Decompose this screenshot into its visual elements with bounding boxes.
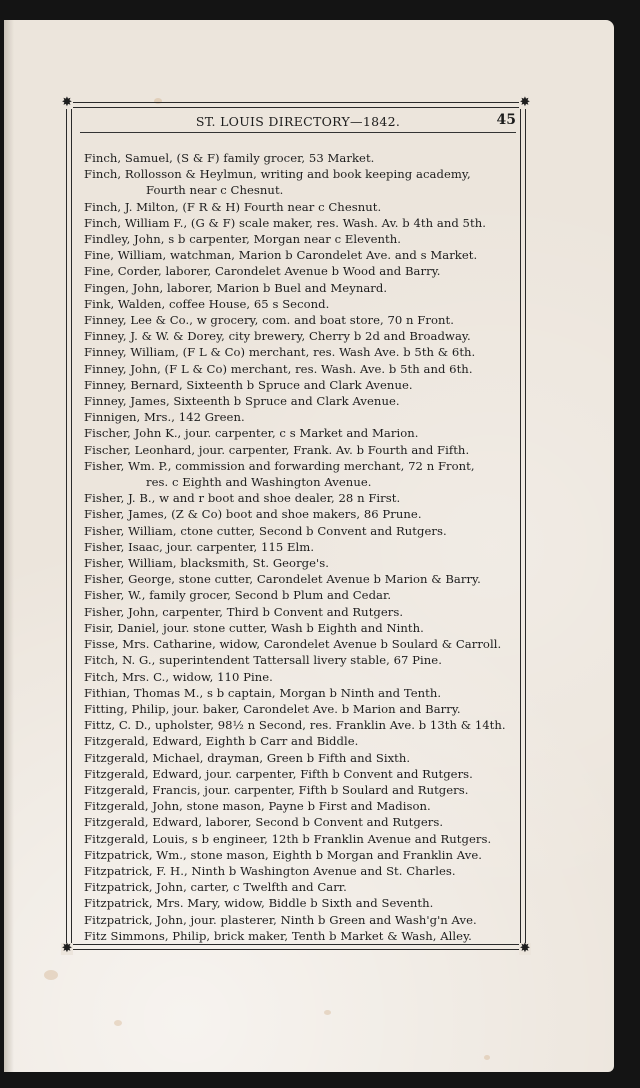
top-double-rule [66,102,526,108]
directory-entry [84,539,512,555]
corner-ornament-icon: ✸ [61,941,73,956]
foxing-stain [114,1020,122,1026]
directory-entry [84,847,512,863]
running-head [80,112,516,133]
corner-ornament-icon: ✸ [519,941,531,956]
directory-entry [84,150,512,166]
entry-text: Fisher, George, stone cutter, Carondelet Avenue b Marion & Barry. [84,572,481,587]
entry-text: Finney, Lee & Co., w grocery, com. and boat store, 70 n Front. [84,313,454,328]
entry-text: Fitzpatrick, John, jour. plasterer, Ninth b Green and Wash'g'n Ave. [84,912,477,927]
directory-entry [84,263,512,279]
directory-entry [84,701,512,717]
directory-entry [84,571,512,587]
directory-entry [84,458,512,490]
left-double-rule [66,102,72,950]
directory-entry [84,490,512,506]
foxing-stain [44,970,58,980]
corner-ornament-icon: ✸ [519,95,531,110]
entry-text: Finch, Rollosson & Heylmun, writing and book keeping academy, [84,167,471,182]
directory-entry [84,393,512,409]
entry-text: Fithian, Thomas M., s b captain, Morgan b Ninth and Tenth. [84,685,442,700]
entry-text: Fitzgerald, John, stone mason, Payne b First and Madison. [84,799,431,814]
entry-text: Finnigen, Mrs., 142 Green. [84,410,245,425]
directory-entry [84,733,512,749]
directory-entry [84,555,512,571]
directory-entry [84,361,512,377]
entry-text: Fischer, Leonhard, jour. carpenter, Frank. Av. b Fourth and Fifth. [84,442,470,457]
directory-entry [84,587,512,603]
entry-text: Finch, William F., (G & F) scale maker, res. Wash. Av. b 4th and 5th. [84,215,486,230]
entry-text: Finney, J. & W. & Dorey, city brewery, Cherry b 2d and Broadway. [84,329,471,344]
directory-entry [84,928,512,944]
directory-entry [84,296,512,312]
entry-continuation: Fourth near c Chesnut. [146,183,284,198]
directory-entry [84,215,512,231]
entry-text: Fisher, Isaac, jour. carpenter, 115 Elm. [84,539,315,554]
directory-entry [84,199,512,215]
directory-entry [84,425,512,441]
entry-text: Fitzgerald, Edward, jour. carpenter, Fifth b Convent and Rutgers. [84,766,473,781]
entry-text: Fittz, C. D., upholster, 98½ n Second, res. Franklin Ave. b 13th & 14th. [84,718,506,733]
page-gutter-shadow [4,20,14,1072]
directory-entry [84,895,512,911]
right-double-rule [520,102,526,950]
directory-entry [84,377,512,393]
directory-entry [84,831,512,847]
corner-ornament-icon: ✸ [61,95,73,110]
entry-text: Fitzpatrick, Mrs. Mary, widow, Biddle b Sixth and Seventh. [84,896,434,911]
entry-text: Fitzpatrick, F. H., Ninth b Washington Avenue and St. Charles. [84,863,456,878]
directory-entry [84,814,512,830]
directory-entry [84,280,512,296]
entry-text: Finney, William, (F L & Co) merchant, res. Wash Ave. b 5th & 6th. [84,345,476,360]
directory-entry [84,685,512,701]
page-number: 45 [496,112,516,128]
entry-text: Fitch, N. G., superintendent Tattersall livery stable, 67 Pine. [84,653,442,668]
entry-text: Fitzgerald, Michael, drayman, Green b Fifth and Sixth. [84,750,411,765]
entry-text: Fisse, Mrs. Catharine, widow, Carondelet Avenue b Soulard & Carroll. [84,637,502,652]
directory-entry [84,879,512,895]
directory-entry [84,717,512,733]
directory-entry [84,523,512,539]
entry-text: Fitting, Philip, jour. baker, Carondelet Ave. b Marion and Barry. [84,701,461,716]
directory-entry [84,231,512,247]
directory-entry [84,750,512,766]
entry-text: Finney, James, Sixteenth b Spruce and Clark Avenue. [84,394,400,409]
foxing-stain [484,1055,490,1060]
foxing-stain [324,1010,331,1015]
entry-text: Fine, William, watchman, Marion b Carondelet Ave. and s Market. [84,248,478,263]
book-page [4,20,614,1072]
entry-text: Finney, John, (F L & Co) merchant, res. Wash. Ave. b 5th and 6th. [84,361,473,376]
entry-text: Fink, Walden, coffee House, 65 s Second. [84,296,330,311]
entry-text: Fischer, John K., jour. carpenter, c s Market and Marion. [84,426,419,441]
entry-text: Fitzgerald, Francis, jour. carpenter, Fifth b Soulard and Rutgers. [84,782,469,797]
entry-text: Fisher, John, carpenter, Third b Convent and Rutgers. [84,604,404,619]
directory-entry [84,442,512,458]
entry-continuation: res. c Eighth and Washington Avenue. [146,475,372,490]
bottom-double-rule [66,944,526,950]
directory-entry [84,344,512,360]
directory-entry [84,652,512,668]
entry-text: Fisher, James, (Z & Co) boot and shoe makers, 86 Prune. [84,507,422,522]
directory-entries [84,150,512,944]
directory-entry [84,798,512,814]
entry-text: Fisir, Daniel, jour. stone cutter, Wash b Eighth and Ninth. [84,620,424,635]
entry-text: Fisher, William, blacksmith, St. George's. [84,556,330,571]
directory-entry [84,328,512,344]
entry-text: Finch, Samuel, (S & F) family grocer, 53 Market. [84,151,375,165]
entry-text: Fisher, Wm. P., commission and forwarding merchant, 72 n Front, [84,458,475,473]
entry-text: Fitch, Mrs. C., widow, 110 Pine. [84,669,273,684]
directory-entry [84,912,512,928]
directory-entry [84,620,512,636]
running-title: ST. LOUIS DIRECTORY—1842. [195,114,401,129]
directory-entry [84,863,512,879]
entry-text: Fitzgerald, Edward, laborer, Second b Convent and Rutgers. [84,815,444,830]
entry-text: Fitz Simmons, Philip, brick maker, Tenth b Market & Wash, Alley. [84,928,472,943]
entry-text: Findley, John, s b carpenter, Morgan near c Eleventh. [84,232,402,247]
entry-text: Finch, J. Milton, (F R & H) Fourth near c Chesnut. [84,199,382,214]
directory-entry [84,766,512,782]
entry-text: Fitzpatrick, John, carter, c Twelfth and Carr. [84,880,347,895]
directory-entry [84,604,512,620]
entry-text: Fitzgerald, Louis, s b engineer, 12th b Franklin Avenue and Rutgers. [84,831,492,846]
directory-entry [84,247,512,263]
directory-entry [84,669,512,685]
directory-entry [84,166,512,198]
entry-text: Fisher, William, ctone cutter, Second b Convent and Rutgers. [84,523,447,538]
page-border-frame [61,95,531,956]
directory-entry [84,312,512,328]
entry-text: Fisher, W., family grocer, Second b Plum and Cedar. [84,588,392,603]
directory-entry [84,506,512,522]
entry-text: Fisher, J. B., w and r boot and shoe dealer, 28 n First. [84,491,401,506]
entry-text: Fitzpatrick, Wm., stone mason, Eighth b Morgan and Franklin Ave. [84,847,482,862]
entry-text: Fine, Corder, laborer, Carondelet Avenue b Wood and Barry. [84,264,441,279]
entry-text: Fitzgerald, Edward, Eighth b Carr and Biddle. [84,734,359,749]
directory-entry [84,636,512,652]
directory-entry [84,782,512,798]
directory-entry [84,409,512,425]
entry-text: Fingen, John, laborer, Marion b Buel and Meynard. [84,280,388,295]
entry-text: Finney, Bernard, Sixteenth b Spruce and Clark Avenue. [84,377,413,392]
